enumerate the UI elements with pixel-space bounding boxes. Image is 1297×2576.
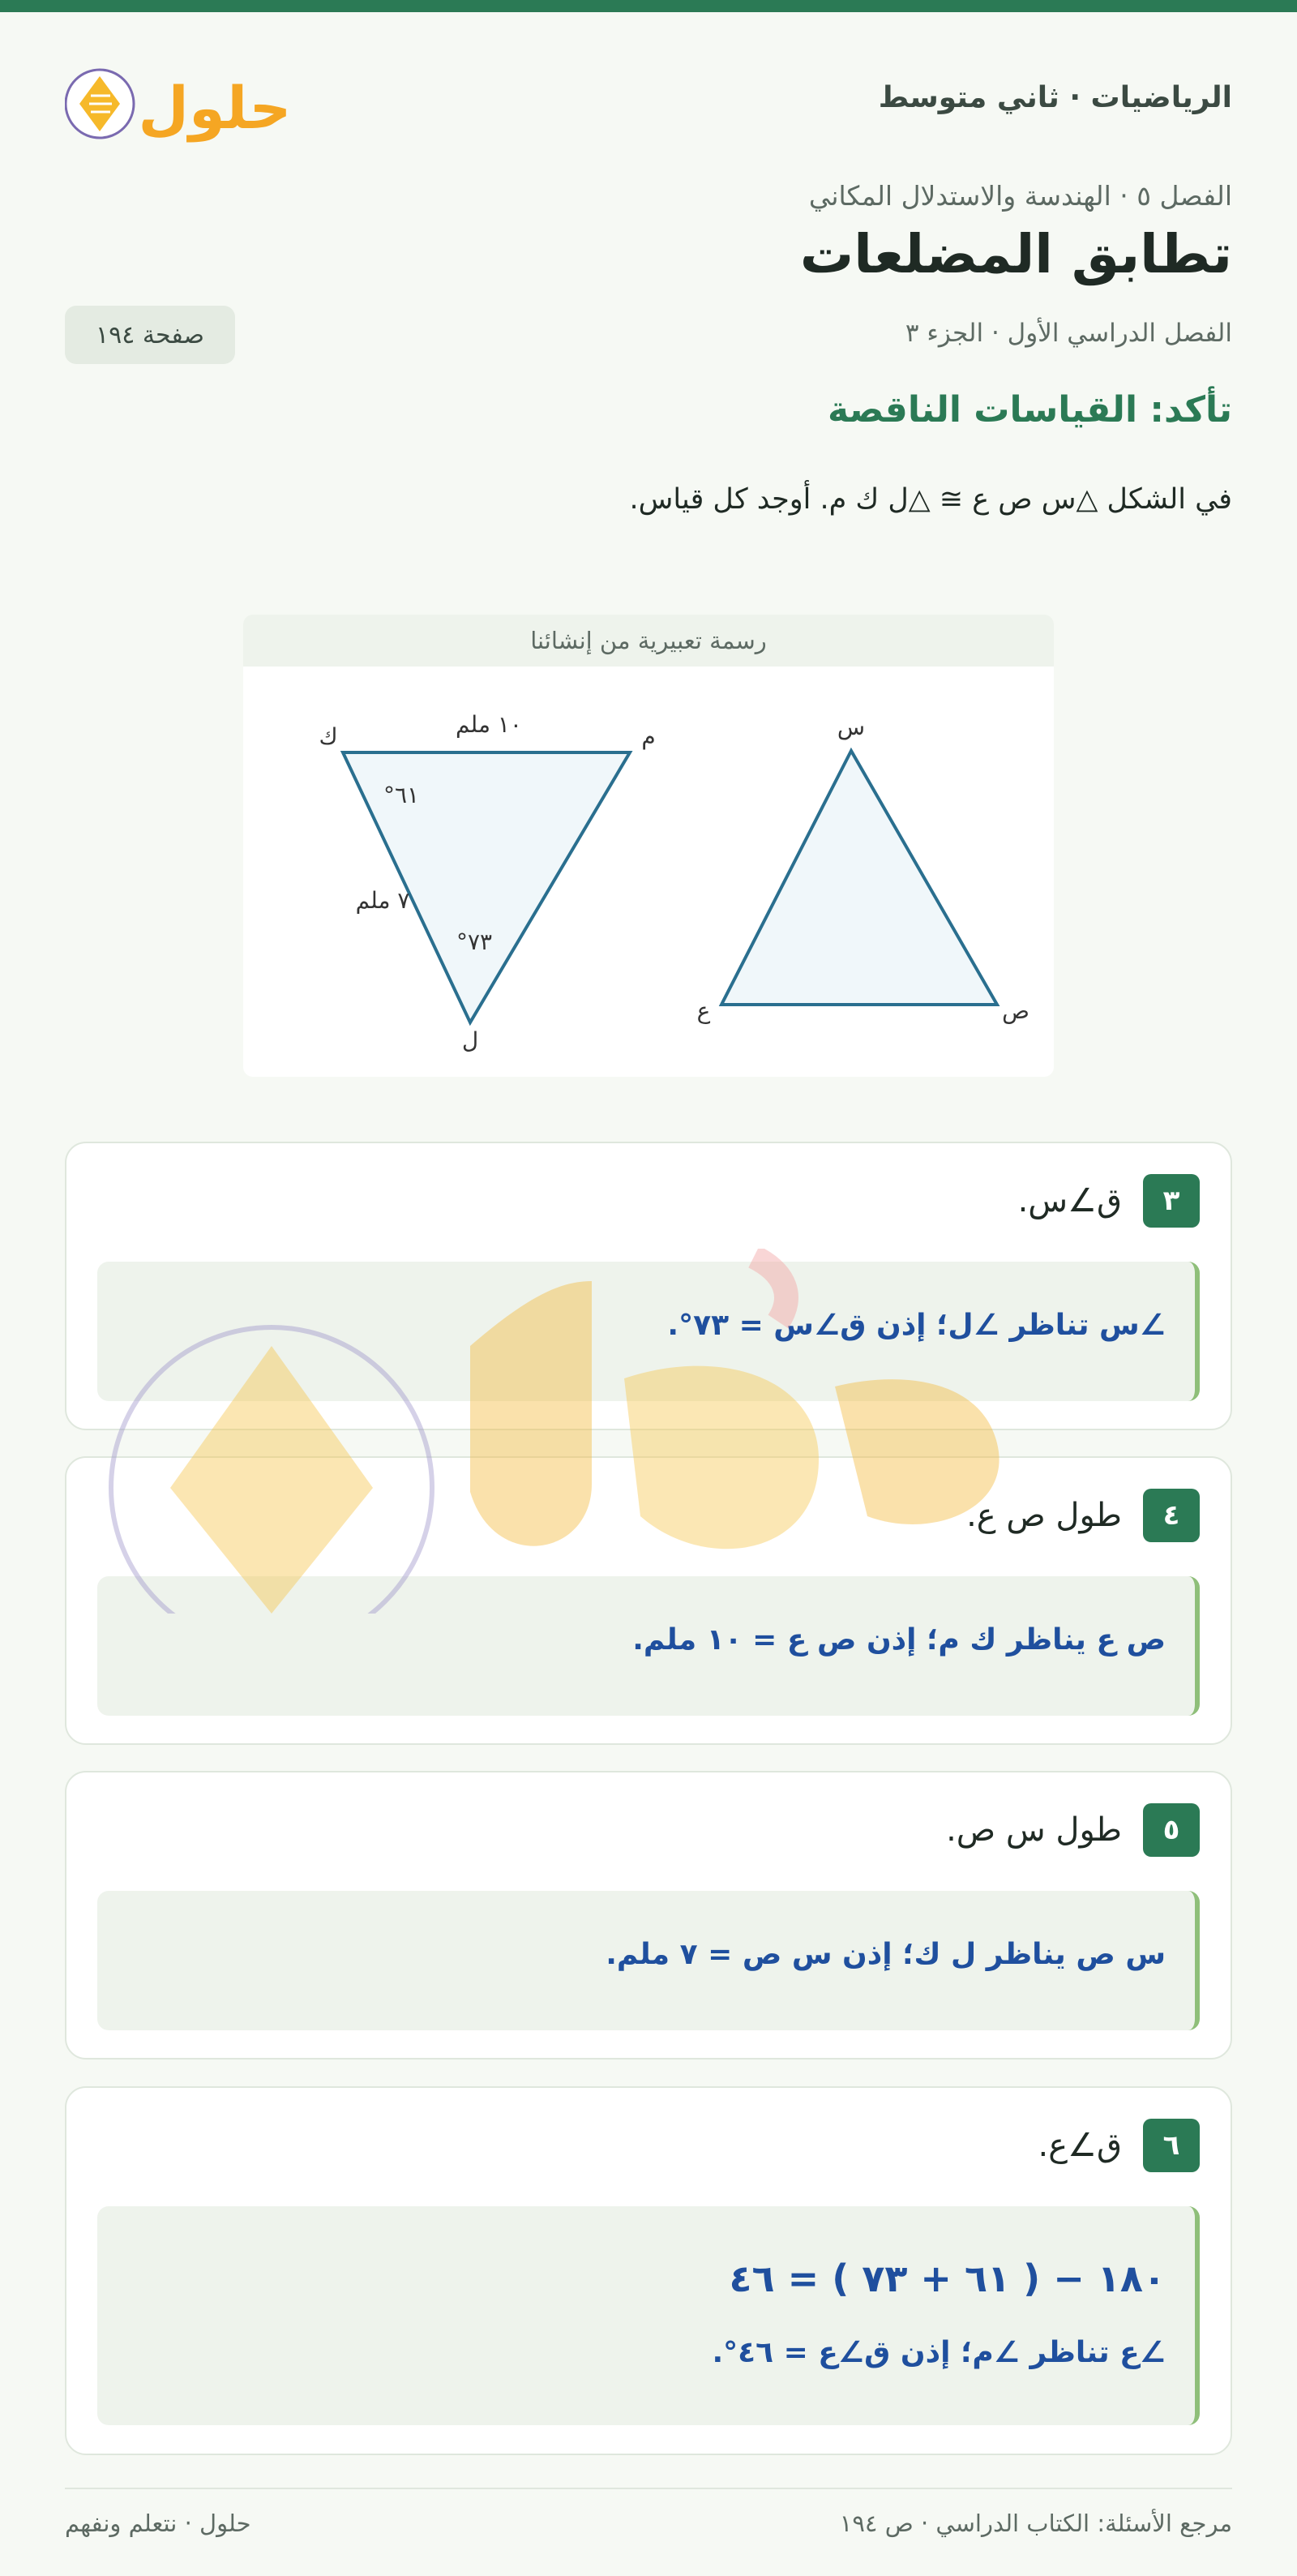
vertex-k-label: ك bbox=[319, 723, 338, 750]
footer-brand: حلول · نتعلم ونفهم bbox=[65, 2510, 251, 2537]
question-card bbox=[65, 2086, 1232, 2455]
answer-box bbox=[97, 1891, 1200, 2030]
logo-text: حلول bbox=[138, 74, 292, 142]
side-kl-label: ٧ ملم bbox=[355, 887, 410, 914]
answer-line: س ص يناظر ل ك؛ إذن س ص = ٧ ملم. bbox=[606, 1938, 1166, 1971]
chapter-label: الفصل ٥ · الهندسة والاستدلال المكاني bbox=[808, 180, 1232, 212]
vertex-l-label: ل bbox=[461, 1027, 479, 1054]
footer-reference: مرجع الأسئلة: الكتاب الدراسي · ص ١٩٤ bbox=[839, 2510, 1232, 2537]
term-label: الفصل الدراسي الأول · الجزء ٣ bbox=[905, 319, 1232, 348]
question-text: طول ص ع. bbox=[966, 1497, 1122, 1534]
page-title: تطابق المضلعات bbox=[799, 223, 1232, 285]
question-row bbox=[966, 1489, 1200, 1542]
section-intro: في الشكل △س ص ع ≌ △ل ك م. أوجد كل قياس. bbox=[629, 483, 1232, 516]
question-card bbox=[65, 1771, 1232, 2060]
answer-line: ص ع يناظر ك م؛ إذن ص ع = ١٠ ملم. bbox=[632, 1623, 1166, 1657]
page-header bbox=[65, 57, 1232, 146]
question-number-badge: ٣ bbox=[1143, 1174, 1200, 1228]
answer-line: ∠ع تناظر ∠م؛ إذن ق∠ع = ٤٦°. bbox=[712, 2336, 1166, 2369]
question-card bbox=[65, 1142, 1232, 1430]
top-accent-bar bbox=[0, 0, 1297, 12]
question-text: ق∠ع. bbox=[1038, 2127, 1122, 2164]
answer-line: ∠س تناظر ∠ل؛ إذن ق∠س = ٧٣°. bbox=[667, 1309, 1166, 1342]
figure-caption: رسمة تعبيرية من إنشائنا bbox=[243, 615, 1054, 667]
question-row bbox=[1018, 1174, 1200, 1228]
triangle-sas bbox=[721, 751, 997, 1005]
question-number-badge: ٥ bbox=[1143, 1803, 1200, 1857]
angle-l-label: ٧٣° bbox=[456, 928, 493, 955]
angle-k-label: ٦١° bbox=[383, 782, 420, 808]
vertex-sad-label: ص bbox=[1002, 997, 1029, 1024]
question-number-badge: ٦ bbox=[1143, 2119, 1200, 2172]
answer-box bbox=[97, 1262, 1200, 1401]
page-number-badge: صفحة ١٩٤ bbox=[65, 306, 235, 364]
question-text: ق∠س. bbox=[1017, 1182, 1122, 1219]
hulul-logo[interactable] bbox=[65, 57, 292, 146]
answer-equation: ١٨٠ − ( ٦١ + ٧٣ ) = ٤٦ bbox=[729, 2257, 1166, 2300]
vertex-s-label: س bbox=[837, 714, 866, 740]
question-number-badge: ٤ bbox=[1143, 1489, 1200, 1542]
vertex-ain-label: ع bbox=[696, 997, 711, 1024]
vertex-m-label: م bbox=[641, 723, 656, 750]
footer-divider bbox=[65, 2488, 1232, 2489]
question-row bbox=[946, 1803, 1200, 1857]
section-heading: تأكد: القياسات الناقصة bbox=[828, 389, 1232, 431]
answer-box bbox=[97, 2206, 1200, 2425]
triangles-figure bbox=[243, 615, 1054, 1077]
side-km-label: ١٠ ملم bbox=[456, 711, 522, 738]
answer-box bbox=[97, 1576, 1200, 1716]
question-row bbox=[1038, 2119, 1200, 2172]
question-text: طول س ص. bbox=[946, 1811, 1122, 1849]
subject-label: الرياضيات · ثاني متوسط bbox=[878, 81, 1232, 114]
question-card bbox=[65, 1456, 1232, 1745]
